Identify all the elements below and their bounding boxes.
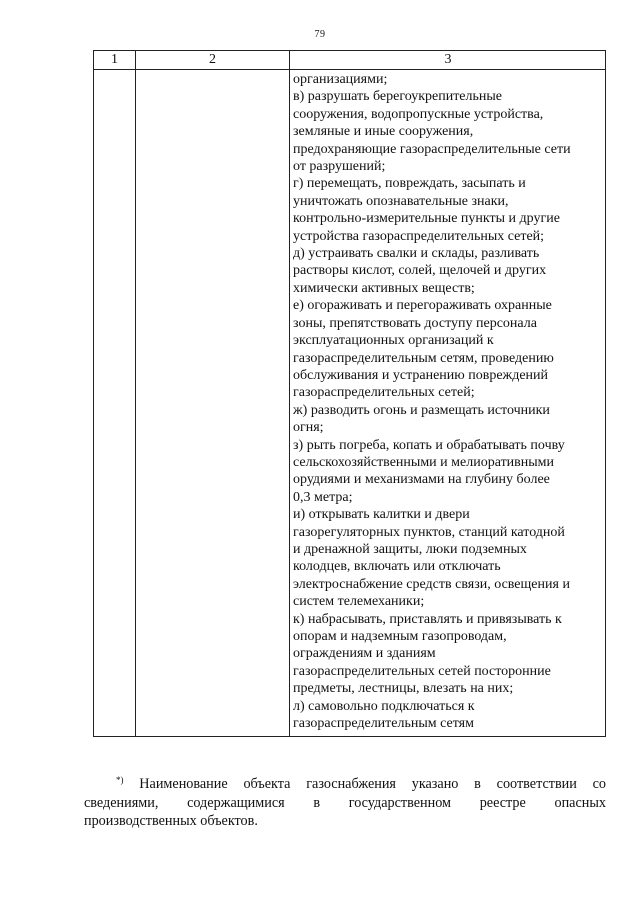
cell-line: газораспределительным сетям — [293, 716, 474, 732]
cell-line: систем телемеханики; — [293, 594, 425, 610]
cell-line: уничтожать опознавательные знаки, — [293, 193, 509, 209]
cell-line: колодцев, включать или отключать — [293, 559, 501, 575]
footnote — [84, 771, 606, 831]
footnote-line: производственных объектов. — [84, 813, 258, 830]
column-divider — [135, 51, 136, 736]
column-header-2: 2 — [209, 52, 216, 67]
cell-line: ж) разводить огонь и размещать источники — [293, 402, 550, 418]
cell-line: электроснабжение средств связи, освещения и — [293, 576, 570, 592]
cell-line: растворы кислот, солей, щелочей и других — [293, 263, 547, 279]
cell-line: 0,3 метра; — [293, 489, 353, 505]
cell-line: сельскохозяйственными и мелиоративными — [293, 454, 555, 470]
cell-line: от разрушений; — [293, 159, 386, 175]
cell-line: огня; — [293, 420, 324, 436]
cell-line: д) устраивать свалки и склады, разливать — [293, 246, 540, 262]
cell-line: земляные и иные сооружения, — [293, 124, 474, 140]
document-table — [93, 50, 606, 737]
footnote-line: сведениями, содержащимися в государственном реестре опасных — [84, 794, 606, 811]
cell-line: г) перемещать, повреждать, засыпать и — [293, 176, 526, 192]
cell-line: и) открывать калитки и двери — [293, 507, 470, 523]
footnote-text: Наименование объекта газоснабжения указано в соответствии со — [139, 776, 606, 792]
cell-line: газораспределительных сетей; — [293, 385, 475, 401]
cell-line: предохраняющие газораспределительные сети — [293, 141, 571, 157]
cell-line: з) рыть погреба, копать и обрабатывать почву — [293, 437, 565, 453]
footnote-marker: *) — [116, 775, 124, 785]
cell-line: в) разрушать берегоукрепительные — [293, 89, 503, 105]
cell-line: устройства газораспределительных сетей; — [293, 228, 545, 244]
column-header-1: 1 — [111, 52, 118, 67]
cell-line: предметы, лестницы, влезать на них; — [293, 681, 514, 697]
cell-line: контрольно-измерительные пункты и другие — [293, 211, 560, 227]
cell-line: сооружения, водопропускные устройства, — [293, 106, 544, 122]
cell-line: ограждениям и зданиям — [293, 646, 436, 662]
cell-line: л) самовольно подключаться к — [293, 698, 475, 714]
cell-line: е) огораживать и перегораживать охранные — [293, 298, 552, 314]
column-3-cell — [293, 71, 605, 732]
column-header-3: 3 — [444, 52, 452, 67]
cell-line: химически активных веществ; — [293, 280, 475, 296]
cell-line: организациями; — [293, 72, 388, 87]
cell-line: газораспределительным сетям, проведению — [293, 350, 554, 366]
cell-line: зоны, препятствовать доступу персонала — [293, 315, 537, 331]
cell-line: и дренажной защиты, люки подземных — [293, 541, 527, 557]
cell-line: орудиями и механизмами на глубину более — [293, 472, 550, 488]
cell-line: к) набрасывать, приставлять и привязывать к — [293, 611, 562, 627]
cell-line: обслуживания и устранению повреждений — [293, 367, 549, 383]
cell-line: газораспределительных сетей посторонние — [293, 663, 551, 679]
footnote-line — [84, 771, 606, 794]
cell-line: газорегуляторных пунктов, станций катодной — [293, 524, 565, 540]
cell-line: опорам и надземным газопроводам, — [293, 629, 507, 644]
column-divider — [289, 51, 290, 736]
page-number: 79 — [314, 29, 326, 40]
cell-line: эксплуатационных организаций к — [293, 333, 494, 349]
